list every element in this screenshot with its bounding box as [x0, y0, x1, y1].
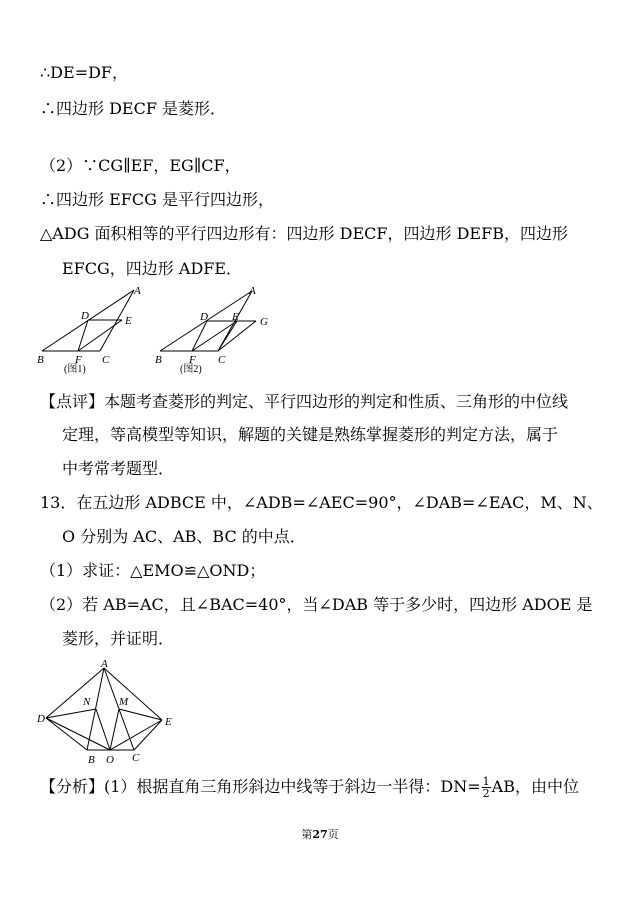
- fig1-label-e: E: [125, 315, 132, 327]
- fig1-label-f: F: [75, 354, 82, 366]
- fig3-label-a: A: [101, 658, 108, 670]
- fig3-label-o: O: [106, 754, 114, 766]
- fig2-caption: (图2): [180, 364, 202, 375]
- comment-line-1: 【点评】本题考查菱形的判定、平行四边形的判定和性质、三角形的中位线: [40, 392, 569, 411]
- comment-line-2: 定理，等高模型等知识，解题的关键是熟练掌握菱形的判定方法，属于: [62, 425, 559, 444]
- fig2-label-c: C: [218, 354, 226, 366]
- fig1-label-a: A: [134, 285, 141, 297]
- fig3-label-b: B: [88, 754, 95, 766]
- fig3-label-m: M: [119, 696, 129, 708]
- proof-line-1: ∴DE=DF，: [40, 63, 129, 82]
- fig2-label-a: A: [249, 285, 256, 297]
- problem-line-2: O 分别为 AC、AB、BC 的中点．: [62, 527, 306, 546]
- problem-part-2: （2）若 AB=AC，且∠BAC=40°，当∠DAB 等于多少时，四边形 ADOE 是: [40, 595, 593, 614]
- problem-part-1: （1）求证：△EMO≌△OND；: [40, 561, 266, 580]
- fig2-label-g: G: [260, 316, 268, 328]
- fig3-label-c: C: [132, 752, 140, 764]
- fig1-label-c: C: [102, 354, 110, 366]
- fig1-label-b: B: [37, 354, 44, 366]
- fig3-label-d: D: [37, 713, 45, 725]
- figure-3: [34, 658, 174, 768]
- fraction-one-half: [482, 776, 491, 799]
- fig1-caption: (图1): [64, 364, 86, 375]
- fraction-numerator: 1: [482, 775, 490, 788]
- proof-line-2: ∴四边形 DECF 是菱形．: [40, 99, 227, 118]
- proof-line-4: ∴四边形 EFCG 是平行四边形，: [40, 190, 274, 209]
- figure-1: [34, 283, 150, 375]
- proof-line-6: EFCG，四边形 ADFE．: [62, 259, 243, 278]
- fraction-denominator: 2: [482, 787, 490, 800]
- footer-prefix: 第: [301, 828, 313, 841]
- problem-part-2-cont: 菱形，并证明．: [62, 629, 175, 648]
- analysis-line-1: [40, 776, 579, 799]
- proof-line-5: △ADG 面积相等的平行四边形有：四边形 DECF，四边形 DEFB，四边形: [40, 224, 568, 243]
- page-footer: [0, 826, 640, 842]
- fig3-label-n: N: [83, 696, 91, 708]
- fig2-label-b: B: [155, 354, 162, 366]
- analysis-text-end: AB，由中位: [491, 777, 579, 796]
- proof-line-3: （2）∵CG∥EF，EG∥CF，: [40, 156, 241, 175]
- fig2-label-e: E: [232, 311, 239, 323]
- analysis-text-start: 【分析】(1）根据直角三角形斜边中线等于斜边一半得：DN=: [40, 777, 481, 796]
- page-number: 27: [312, 828, 328, 841]
- fig1-label-d: D: [81, 310, 89, 322]
- footer-suffix: 页: [327, 828, 339, 841]
- fig3-label-e: E: [165, 716, 172, 728]
- comment-line-3: 中考常考题型．: [62, 459, 175, 478]
- figure-2: [152, 283, 284, 375]
- fig2-label-f: F: [189, 354, 196, 366]
- fig2-label-d: D: [200, 311, 208, 323]
- problem-line-1: 13．在五边形 ADBCE 中，∠ADB=∠AEC=90°，∠DAB=∠EAC，M、N、: [40, 493, 603, 512]
